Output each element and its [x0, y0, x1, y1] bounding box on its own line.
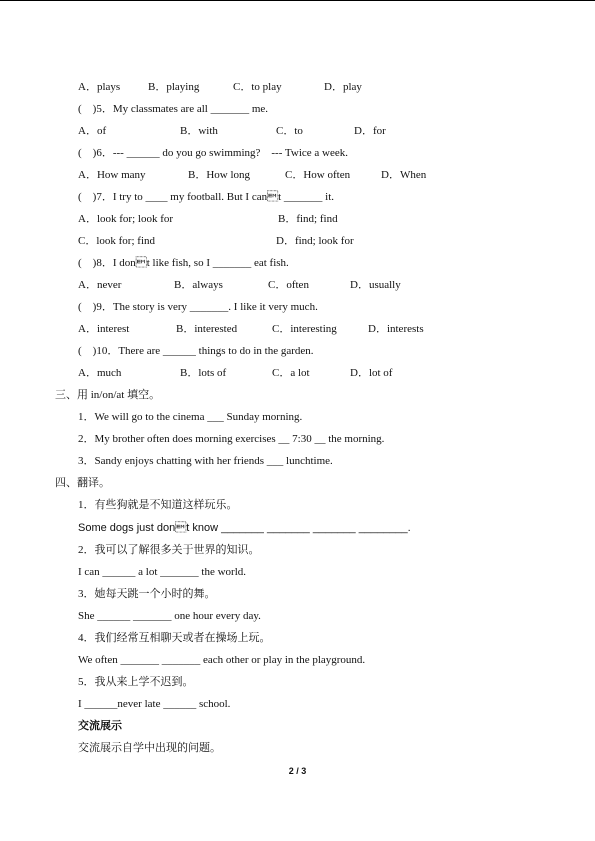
q10-option-c: C．a lot [272, 367, 310, 379]
section4-item-2-chinese: 2．我可以了解很多关于世界的知识。 [78, 544, 260, 556]
q8-option-b: B．always [174, 279, 223, 291]
exchange-heading: 交流展示 [78, 720, 122, 732]
q7-question: ( )7．I try to ____ my football. But I cant _______ it. [78, 191, 335, 203]
page-number: 2 / 3 [288, 766, 307, 776]
section4-item-3-english: She ______ _______ one hour every day. [78, 610, 261, 622]
q6-option-b: B．How long [188, 169, 251, 181]
q6-option-a: A．How many [78, 169, 146, 181]
q5-option-a: A．of [78, 125, 107, 137]
q8-option-d: D．usually [350, 279, 401, 291]
section3-item-2: 2．My brother often does morning exercises __ 7:30 __ the morning. [78, 433, 385, 445]
q7-option-b: B．find; find [278, 213, 338, 225]
q9-option-a: A．interest [78, 323, 130, 335]
top-border-line [0, 0, 595, 1]
q5-option-c: C．to [276, 125, 303, 137]
q8-option-a: A．never [78, 279, 122, 291]
section4-item-4-english: We often _______ _______ each other or play in the playground. [78, 654, 366, 666]
q7-option-c: C．look for; find [78, 235, 155, 247]
q9-option-d: D．interests [368, 323, 424, 335]
q4-option-b: B．playing [148, 81, 200, 93]
q6-option-c: C．How often [285, 169, 351, 181]
q10-option-a: A．much [78, 367, 122, 379]
q5-question: ( )5．My classmates are all _______ me. [78, 103, 269, 115]
q10-question: ( )10．There are ______ things to do in the garden. [78, 345, 314, 357]
q6-question: ( )6．--- ______ do you go swimming? --- Twice a week. [78, 147, 348, 159]
q8-option-c: C．often [268, 279, 309, 291]
section3-heading: 三、用 in/on/at 填空。 [55, 389, 161, 401]
q4-option-c: C．to play [233, 81, 282, 93]
section4-item-5-chinese: 5．我从来上学不迟到。 [78, 676, 194, 688]
q10-option-b: B．lots of [180, 367, 227, 379]
section4-heading: 四、翻译。 [55, 477, 110, 489]
q10-option-d: D．lot of [350, 367, 393, 379]
q5-option-b: B．with [180, 125, 218, 137]
q5-option-d: D．for [354, 125, 386, 137]
q4-option-a: A．plays [78, 81, 121, 93]
section4-item-3-chinese: 3．她每天跳一个小时的舞。 [78, 588, 216, 600]
section3-item-3: 3．Sandy enjoys chatting with her friends ___ lunchtime. [78, 455, 333, 467]
section4-item-4-chinese: 4．我们经常互相聊天或者在操场上玩。 [78, 632, 271, 644]
section4-item-2-english: I can ______ a lot _______ the world. [78, 566, 247, 578]
section4-item-1-chinese: 1．有些狗就是不知道这样玩乐。 [78, 499, 238, 511]
q4-option-d: D．play [324, 81, 362, 93]
q6-option-d: D．When [381, 169, 427, 181]
q7-option-d: D．find; look for [276, 235, 354, 247]
q9-option-b: B．interested [176, 323, 238, 335]
q8-question: ( )8．I dont like fish, so I _______ eat fish. [78, 257, 289, 269]
exchange-text: 交流展示自学中出现的问题。 [78, 742, 221, 754]
q7-option-a: A．look for; look for [78, 213, 174, 225]
section3-item-1: 1．We will go to the cinema ___ Sunday morning. [78, 411, 303, 423]
section4-item-5-english: I ______never late ______ school. [78, 698, 231, 710]
q9-option-c: C．interesting [272, 323, 337, 335]
section4-item-1-english: Some dogs just dont know _______ _______ _______ ________. [78, 522, 411, 534]
q9-question: ( )9．The story is very _______. I like it very much. [78, 301, 318, 313]
